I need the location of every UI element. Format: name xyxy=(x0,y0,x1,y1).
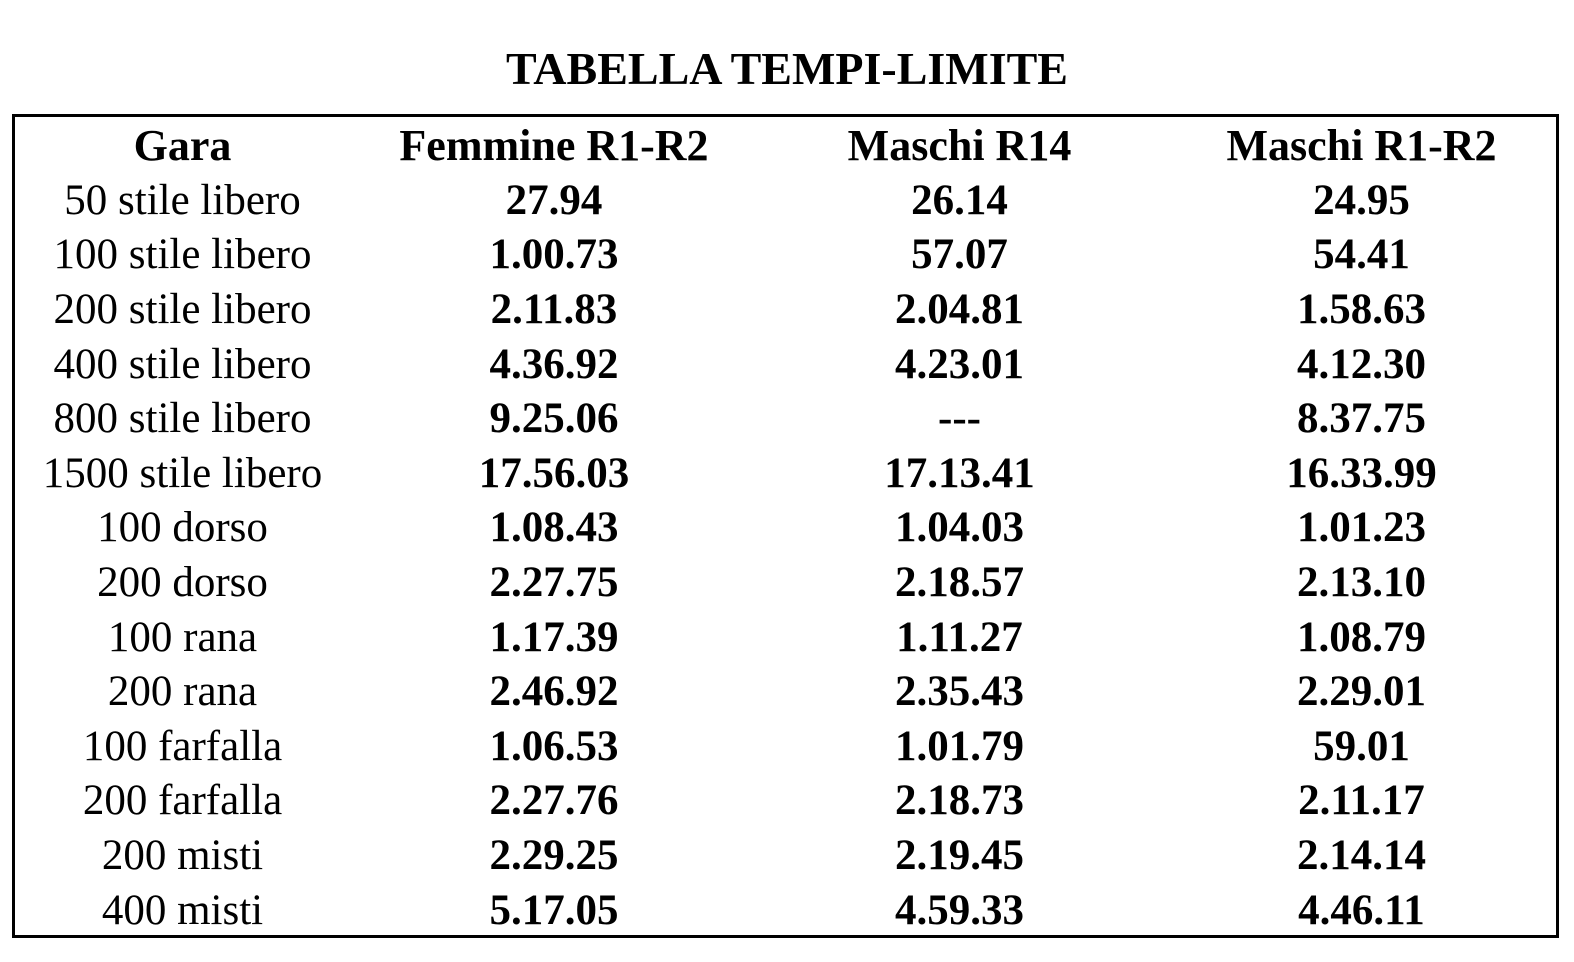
cell-femmine-r1-r2: 2.29.25 xyxy=(489,832,619,880)
table-row xyxy=(15,501,1562,556)
table-row xyxy=(15,610,1562,665)
cell-femmine-r1-r2: 2.27.76 xyxy=(489,777,619,825)
cell-maschi-r1-r2: 4.12.30 xyxy=(1297,340,1426,388)
table-row xyxy=(15,883,1562,938)
cell-maschi-r14: 2.35.43 xyxy=(895,668,1024,716)
table-row xyxy=(15,447,1562,502)
table-row xyxy=(15,774,1562,829)
column-header-maschi-r1-r2: Maschi R1-R2 xyxy=(1226,121,1497,171)
cell-femmine-r1-r2: 2.27.75 xyxy=(489,559,619,607)
column-header-femmine-r1-r2: Femmine R1-R2 xyxy=(399,121,709,171)
cell-maschi-r1-r2: 1.08.79 xyxy=(1297,613,1426,661)
table-row xyxy=(15,720,1562,775)
cell-femmine-r1-r2: 1.17.39 xyxy=(489,613,619,661)
table-row xyxy=(15,337,1562,392)
cell-maschi-r14: 1.01.79 xyxy=(895,722,1024,770)
cell-maschi-r1-r2: 4.46.11 xyxy=(1298,886,1425,934)
cell-femmine-r1-r2: 4.36.92 xyxy=(489,340,619,388)
cell-femmine-r1-r2: 5.17.05 xyxy=(489,886,619,934)
cell-femmine-r1-r2: 9.25.06 xyxy=(489,395,619,443)
cell-gara: 100 dorso xyxy=(97,504,268,552)
cell-maschi-r1-r2: 1.01.23 xyxy=(1297,504,1426,552)
cell-maschi-r14: --- xyxy=(938,395,981,443)
cell-femmine-r1-r2: 2.46.92 xyxy=(489,668,619,716)
cell-maschi-r1-r2: 8.37.75 xyxy=(1297,395,1426,443)
cell-femmine-r1-r2: 17.56.03 xyxy=(478,449,630,497)
tempi-limite-table xyxy=(15,119,1562,938)
cell-maschi-r1-r2: 24.95 xyxy=(1313,176,1410,224)
cell-maschi-r14: 26.14 xyxy=(911,176,1008,224)
column-header-gara: Gara xyxy=(133,121,232,171)
cell-maschi-r14: 1.04.03 xyxy=(895,504,1024,552)
cell-maschi-r14: 4.59.33 xyxy=(895,886,1024,934)
cell-maschi-r14: 17.13.41 xyxy=(884,449,1035,497)
table-row xyxy=(15,174,1562,229)
cell-femmine-r1-r2: 1.00.73 xyxy=(489,231,619,279)
table-row xyxy=(15,665,1562,720)
cell-femmine-r1-r2: 1.08.43 xyxy=(489,504,619,552)
column-header-maschi-r14: Maschi R14 xyxy=(847,121,1072,171)
table-row xyxy=(15,829,1562,884)
cell-gara: 200 rana xyxy=(107,668,258,716)
cell-maschi-r14: 1.11.27 xyxy=(896,613,1023,661)
cell-gara: 100 rana xyxy=(107,613,258,661)
cell-gara: 800 stile libero xyxy=(53,395,312,443)
cell-maschi-r14: 2.19.45 xyxy=(895,832,1024,880)
table-header-row xyxy=(15,119,1562,174)
table-body xyxy=(15,174,1562,938)
cell-gara: 200 misti xyxy=(101,832,264,880)
cell-maschi-r14: 2.04.81 xyxy=(895,286,1024,334)
cell-maschi-r14: 2.18.57 xyxy=(895,559,1024,607)
cell-maschi-r1-r2: 2.13.10 xyxy=(1297,559,1426,607)
cell-maschi-r14: 4.23.01 xyxy=(895,340,1024,388)
cell-gara: 1500 stile libero xyxy=(42,449,323,497)
cell-gara: 100 farfalla xyxy=(82,722,283,770)
table-row xyxy=(15,228,1562,283)
page-title: TABELLA TEMPI-LIMITE xyxy=(506,43,1068,94)
cell-maschi-r1-r2: 2.11.17 xyxy=(1298,777,1425,825)
cell-maschi-r1-r2: 59.01 xyxy=(1313,722,1410,770)
cell-maschi-r1-r2: 16.33.99 xyxy=(1286,449,1437,497)
cell-gara: 200 stile libero xyxy=(53,286,312,334)
cell-maschi-r1-r2: 54.41 xyxy=(1313,231,1410,279)
cell-maschi-r14: 57.07 xyxy=(911,231,1008,279)
table-row xyxy=(15,283,1562,338)
cell-gara: 200 farfalla xyxy=(82,777,283,825)
cell-femmine-r1-r2: 1.06.53 xyxy=(489,722,619,770)
cell-maschi-r1-r2: 2.29.01 xyxy=(1297,668,1426,716)
cell-femmine-r1-r2: 27.94 xyxy=(505,176,603,224)
tempi-limite-table-frame xyxy=(12,114,1559,938)
cell-femmine-r1-r2: 2.11.83 xyxy=(490,286,618,334)
cell-gara: 50 stile libero xyxy=(64,176,301,224)
cell-maschi-r1-r2: 2.14.14 xyxy=(1297,832,1426,880)
table-row xyxy=(15,556,1562,611)
cell-gara: 200 dorso xyxy=(97,559,268,607)
cell-gara: 400 stile libero xyxy=(53,340,312,388)
cell-maschi-r14: 2.18.73 xyxy=(895,777,1024,825)
cell-gara: 100 stile libero xyxy=(53,231,312,279)
cell-maschi-r1-r2: 1.58.63 xyxy=(1297,286,1426,334)
cell-gara: 400 misti xyxy=(101,886,264,934)
table-row xyxy=(15,392,1562,447)
